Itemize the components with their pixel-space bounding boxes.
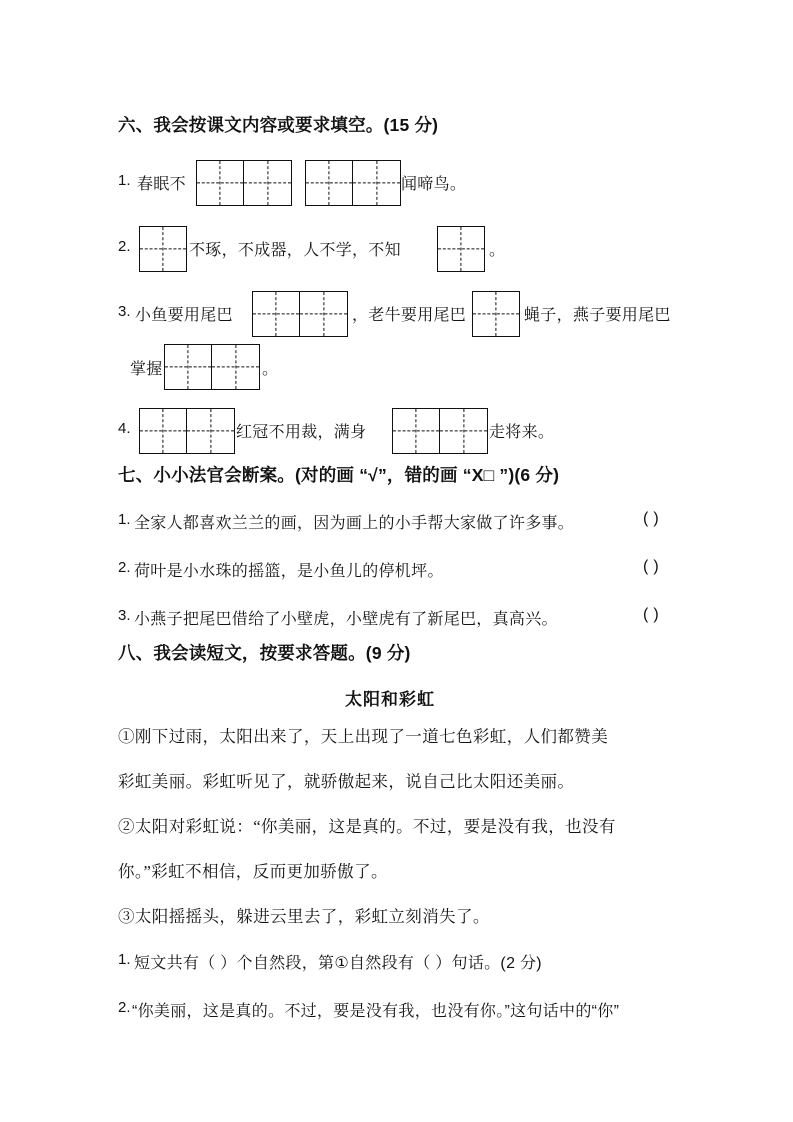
question-6-3-suffix: 蝇子，燕子要用尾巴 [524, 307, 671, 324]
question-number-6-1: 1. [118, 172, 131, 189]
tianzige-6-2-a[interactable] [139, 226, 187, 272]
judgement-number-7-3: 3. [118, 607, 131, 624]
tianzige-cell[interactable] [187, 409, 234, 453]
tianzige-cell[interactable] [306, 161, 353, 205]
tianzige-6-2-b[interactable] [437, 226, 485, 272]
tianzige-cell[interactable] [165, 345, 212, 389]
tianzige-6-1-a[interactable] [196, 160, 292, 206]
question-6-4-suffix: 走将来。 [489, 424, 555, 441]
passage-line-3: ②太阳对彩虹说：“你美丽，这是真的。不过，要是没有我，也没有 [118, 817, 616, 836]
passage-line-5: ③太阳摇摇头，躲进云里去了，彩虹立刻消失了。 [118, 907, 490, 926]
question-number-8-2: 2. [118, 999, 131, 1016]
question-6-2-mid: 不琢，不成器，人不学，不知 [189, 242, 401, 259]
tianzige-cell[interactable] [140, 227, 186, 271]
question-6-3-wrap-prefix: 掌握 [130, 361, 163, 378]
question-text-8-1[interactable]: 短文共有（ ）个自然段，第①自然段有（ ）句话。(2 分) [134, 955, 542, 972]
tianzige-cell[interactable] [440, 409, 487, 453]
tianzige-6-3-c[interactable] [164, 344, 260, 390]
judgement-text-7-1: 全家人都喜欢兰兰的画，因为画上的小手帮大家做了许多事。 [134, 515, 575, 532]
passage-title: 太阳和彩虹 [345, 690, 435, 709]
tianzige-cell[interactable] [393, 409, 440, 453]
passage-line-4: 你。”彩虹不相信，反而更加骄傲了。 [118, 862, 388, 881]
tianzige-6-4-b[interactable] [392, 408, 488, 454]
passage-line-2: 彩虹美丽。彩虹听见了，就骄傲起来，说自己比太阳还美丽。 [118, 772, 575, 791]
question-6-3-prefix: 小鱼要用尾巴 [135, 307, 233, 324]
question-number-6-4: 4. [118, 420, 131, 437]
question-6-3-wrap-tail: 。 [262, 361, 279, 378]
question-6-1-suffix: 闻啼鸟。 [401, 176, 467, 193]
judgement-answer-blank-7-1[interactable]: ( ) [643, 510, 660, 527]
judgement-answer-blank-7-3[interactable]: ( ) [643, 606, 660, 623]
tianzige-cell[interactable] [438, 227, 484, 271]
question-6-3-mid: ，老牛要用尾巴 [352, 307, 467, 324]
judgement-answer-blank-7-2[interactable]: ( ) [643, 558, 660, 575]
tianzige-cell[interactable] [197, 161, 244, 205]
judgement-text-7-3: 小燕子把尾巴借给了小壁虎，小壁虎有了新尾巴，真高兴。 [134, 611, 558, 628]
section-heading-6: 六、我会按课文内容或要求填空。(15 分) [118, 115, 439, 135]
judgement-number-7-2: 2. [118, 559, 131, 576]
question-number-8-1: 1. [118, 951, 131, 968]
tianzige-6-3-a[interactable] [252, 291, 348, 337]
tianzige-6-1-b[interactable] [305, 160, 401, 206]
question-6-2-tail: 。 [489, 242, 506, 259]
section-heading-8: 八、我会读短文，按要求答题。(9 分) [118, 643, 411, 663]
tianzige-cell[interactable] [253, 292, 300, 336]
tianzige-cell[interactable] [300, 292, 347, 336]
judgement-number-7-1: 1. [118, 511, 131, 528]
question-number-6-3: 3. [118, 303, 131, 320]
passage-line-1: ①刚下过雨，太阳出来了，天上出现了一道七色彩虹，人们都赞美 [118, 727, 609, 746]
tianzige-cell[interactable] [353, 161, 400, 205]
section-heading-7: 七、小小法官会断案。(对的画 “√”，错的画 “X□ ”)(6 分) [118, 465, 560, 485]
tianzige-cell[interactable] [244, 161, 291, 205]
question-6-1-prefix: 春眠不 [137, 176, 186, 193]
judgement-text-7-2: 荷叶是小水珠的摇篮，是小鱼儿的停机坪。 [134, 563, 444, 580]
tianzige-6-4-a[interactable] [139, 408, 235, 454]
tianzige-cell[interactable] [473, 292, 519, 336]
tianzige-cell[interactable] [140, 409, 187, 453]
question-text-8-2[interactable]: “你美丽，这是真的。不过，要是没有我，也没有你。”这句话中的“你” [132, 1003, 620, 1020]
question-6-4-mid: 红冠不用裁，满身 [236, 424, 367, 441]
tianzige-cell[interactable] [212, 345, 259, 389]
tianzige-6-3-b[interactable] [472, 291, 520, 337]
question-number-6-2: 2. [118, 238, 131, 255]
